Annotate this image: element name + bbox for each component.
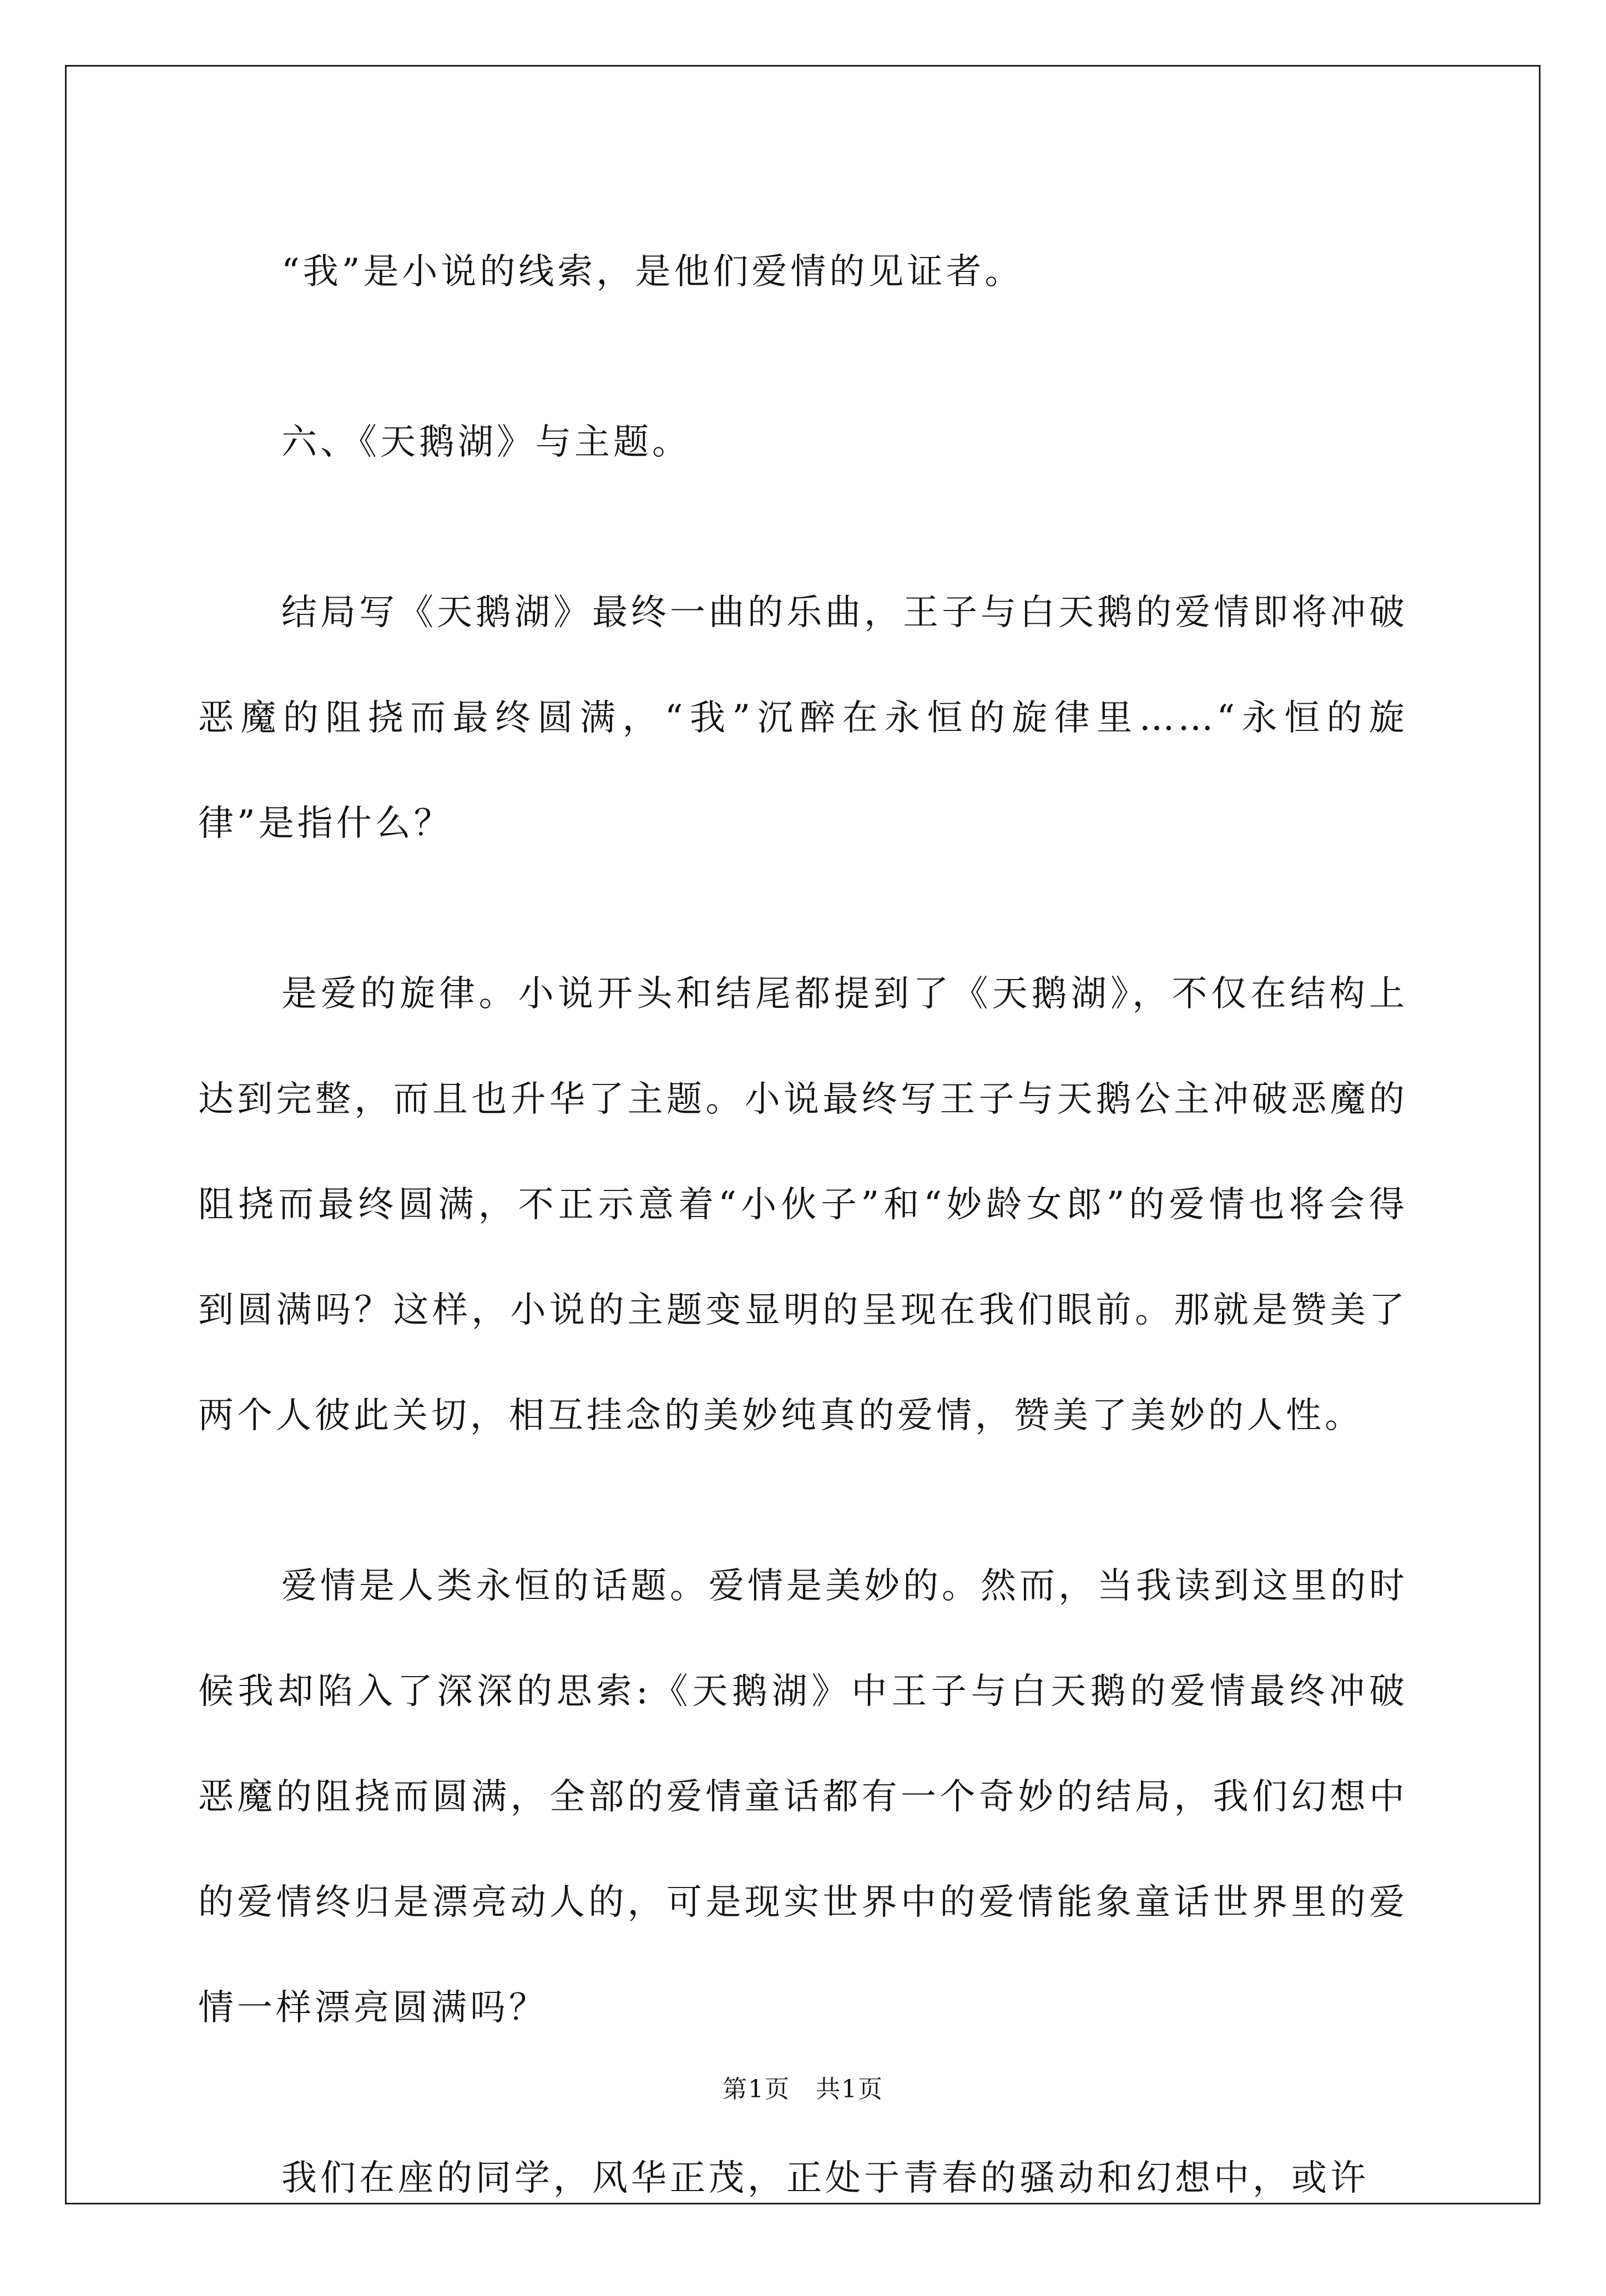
paragraph-6: 我们在座的同学，风华正茂，正处于青春的骚动和幻想中，或许 [281,2158,1369,2199]
paragraph-5: 爱情是人类永恒的话题。爱情是美妙的。然而，当我读到这里的时候我却陷入了深深的思索:《天鹅湖》中王子与白天鹅的爱情最终冲破恶魔的阻挠而圆满，全部的爱情童话都有一个奇妙的结局，我们幻想中的爱情终归是漂亮动人的，可是现实世界中的爱情能象童话世界里的爱情一样漂亮圆满吗？ [198,1566,1408,2028]
document-body [198,219,1408,2296]
paragraph-4: 是爱的旋律。小说开头和结尾都提到了《天鹅湖》，不仅在结构上达到完整，而且也升华了主题。小说最终写王子与天鹅公主冲破恶魔的阻挠而最终圆满，不正示意着“小伙子”和“妙龄女郎”的爱情也将会得到圆满吗？这样，小说的主题变显明的呈现在我们眼前。那就是赞美了两个人彼此关切，相互挂念的美妙纯真的爱情，赞美了美妙的人性。 [198,973,1408,1436]
page-number-footer: 第1页 共1页 [723,2075,883,2103]
paragraph-2: 六、《天鹅湖》与主题。 [281,422,691,463]
paragraph-1: “我”是小说的线索，是他们爱情的见证者。 [281,251,1024,292]
paragraph-3: 结局写《天鹅湖》最终一曲的乐曲，王子与白天鹅的爱情即将冲破恶魔的阻挠而最终圆满，“我”沉醉在永恒的旋律里……“永恒的旋律”是指什么？ [198,592,1408,844]
